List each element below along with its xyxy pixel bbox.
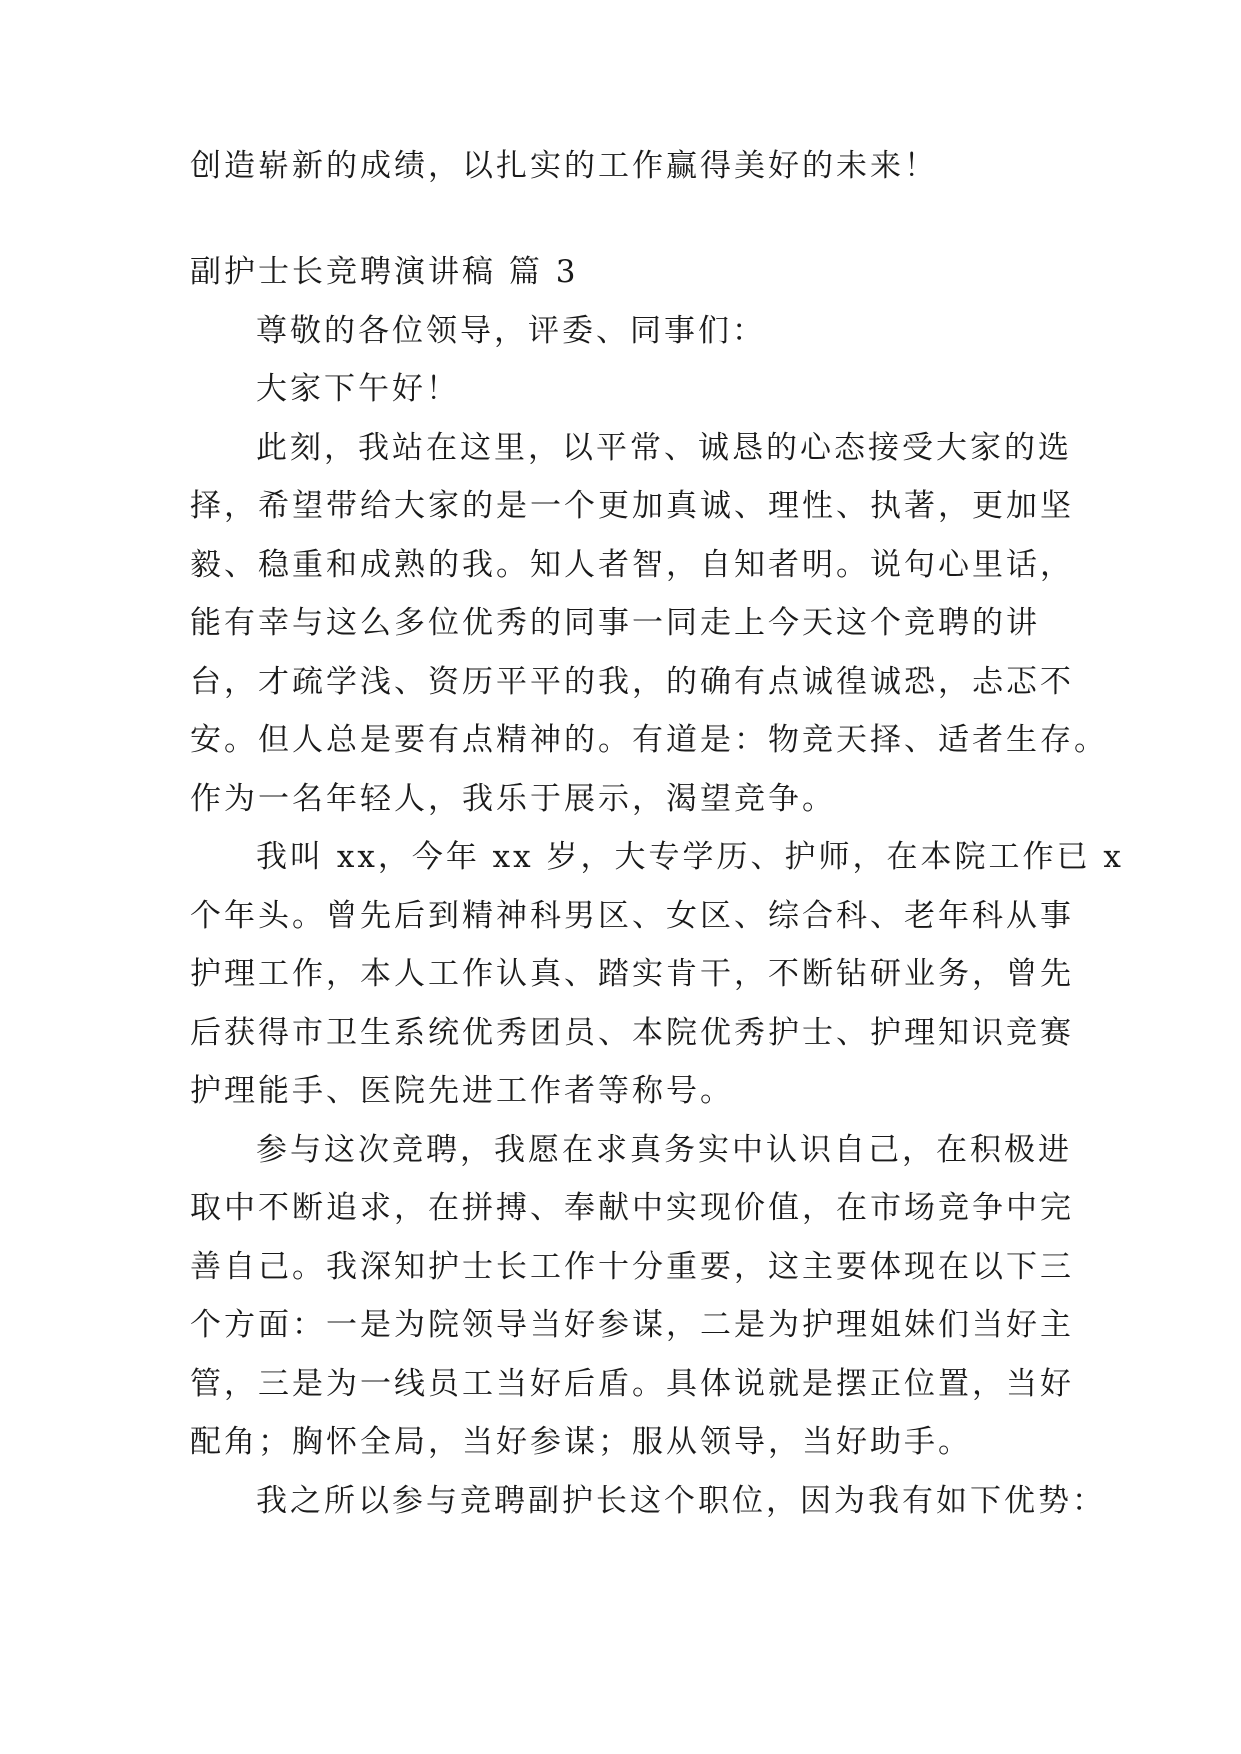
paragraph-line: 我之所以参与竞聘副护长这个职位，因为我有如下优势： (256, 1482, 1106, 1519)
paragraph-line: 后获得市卫生系统优秀团员、本院优秀护士、护理知识竞赛 (190, 1014, 1074, 1051)
paragraph-3 (190, 1121, 1074, 1472)
continuation-line: 创造崭新的成绩，以扎实的工作赢得美好的未来！ (190, 148, 938, 184)
paragraph-line: 我叫 xx，今年 xx 岁，大专学历、护师，在本院工作已 x (256, 839, 1124, 875)
continuation-text (190, 137, 1052, 196)
paragraph-line: 择，希望带给大家的是一个更加真诚、理性、执著，更加坚 (190, 488, 1074, 524)
paragraph-line: 护理工作，本人工作认真、踏实肯干，不断钻研业务，曾先 (190, 956, 1074, 992)
paragraph-line: 护理能手、医院先进工作者等称号。 (190, 1073, 734, 1109)
paragraph-line: 个年头。曾先后到精神科男区、女区、综合科、老年科从事 (190, 897, 1074, 934)
paragraph-2 (190, 828, 1124, 1121)
paragraph-1 (190, 419, 1108, 829)
paragraph-line: 能有幸与这么多位优秀的同事一同走上今天这个竞聘的讲 (190, 605, 1040, 641)
paragraph-4 (190, 1472, 1106, 1531)
main-text (190, 243, 1124, 1530)
salutation: 尊敬的各位领导，评委、同事们： (256, 312, 766, 349)
paragraph-line: 作为一名年轻人，我乐于展示，渴望竞争。 (190, 780, 836, 817)
paragraph-line: 配角；胸怀全局，当好参谋；服从领导，当好助手。 (190, 1424, 972, 1460)
paragraph-line: 台，才疏学浅、资历平平的我，的确有点诚徨诚恐，忐忑不 (190, 663, 1074, 700)
paragraph-line: 此刻，我站在这里，以平常、诚恳的心态接受大家的选 (256, 429, 1072, 466)
paragraph-line: 安。但人总是要有点精神的。有道是：物竞天择、适者生存。 (190, 722, 1108, 758)
greeting: 大家下午好！ (256, 371, 460, 407)
paragraph-line: 参与这次竞聘，我愿在求真务实中认识自己，在积极进 (256, 1131, 1072, 1168)
paragraph-line: 个方面：一是为院领导当好参谋，二是为护理姐妹们当好主 (190, 1307, 1074, 1343)
paragraph-line: 取中不断追求，在拼搏、奉献中实现价值，在市场竞争中完 (190, 1190, 1074, 1226)
section-heading: 副护士长竞聘演讲稿 篇 3 (190, 254, 579, 290)
paragraph-line: 毅、稳重和成熟的我。知人者智，自知者明。说句心里话， (190, 546, 1074, 583)
paragraph-line: 善自己。我深知护士长工作十分重要，这主要体现在以下三 (190, 1248, 1074, 1285)
paragraph-line: 管，三是为一线员工当好后盾。具体说就是摆正位置，当好 (190, 1365, 1074, 1402)
